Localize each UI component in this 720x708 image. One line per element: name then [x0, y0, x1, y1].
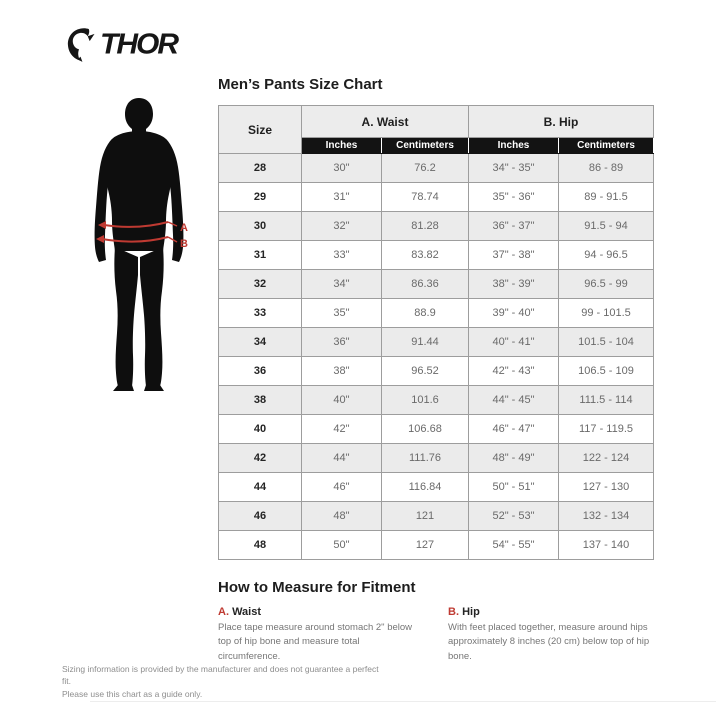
hip-centimeters-cell: 117 - 119.5 — [559, 415, 654, 444]
waist-inches-cell: 33" — [302, 241, 382, 270]
hip-inches-cell: 54" - 55" — [469, 531, 559, 560]
size-table-body — [219, 154, 654, 560]
size-table-row — [219, 444, 654, 473]
waist-inches-cell: 38" — [302, 357, 382, 386]
size-cell: 42 — [219, 444, 302, 473]
waist-inches-cell: 40" — [302, 386, 382, 415]
hip-label-b: B — [180, 238, 188, 250]
waist-inches-cell: 44" — [302, 444, 382, 473]
hip-inches-header: Inches — [469, 138, 559, 154]
waist-centimeters-cell: 81.28 — [382, 212, 469, 241]
waist-inches-cell: 35" — [302, 299, 382, 328]
sizing-disclaimer — [62, 663, 382, 700]
hip-item-name: Hip — [462, 606, 480, 618]
hip-inches-cell: 36" - 37" — [469, 212, 559, 241]
bottom-divider — [90, 701, 716, 702]
how-to-waist-item — [218, 606, 424, 664]
size-table-row — [219, 357, 654, 386]
hip-inches-cell: 50" - 51" — [469, 473, 559, 502]
size-table-row — [219, 212, 654, 241]
waist-centimeters-cell: 91.44 — [382, 328, 469, 357]
hip-centimeters-cell: 89 - 91.5 — [559, 183, 654, 212]
disclaimer-line-2: Please use this chart as a guide only. — [62, 688, 203, 699]
size-cell: 48 — [219, 531, 302, 560]
size-cell: 38 — [219, 386, 302, 415]
waist-centimeters-cell: 127 — [382, 531, 469, 560]
thor-logo — [66, 27, 177, 63]
thor-helmet-icon — [66, 27, 95, 63]
size-table-row — [219, 299, 654, 328]
hip-centimeters-cell: 132 - 134 — [559, 502, 654, 531]
waist-inches-cell: 48" — [302, 502, 382, 531]
hip-inches-cell: 37" - 38" — [469, 241, 559, 270]
waist-item-key: A. — [218, 606, 229, 618]
size-cell: 36 — [219, 357, 302, 386]
waist-inches-cell: 30" — [302, 154, 382, 183]
how-to-measure-section — [218, 579, 654, 664]
size-cell: 30 — [219, 212, 302, 241]
size-table-row — [219, 154, 654, 183]
how-to-measure-heading: How to Measure for Fitment — [218, 579, 416, 596]
hip-inches-cell: 40" - 41" — [469, 328, 559, 357]
size-table — [218, 105, 654, 560]
waist-inches-cell: 42" — [302, 415, 382, 444]
hip-group-header: B. Hip — [469, 106, 654, 138]
silhouette-right-leg — [140, 247, 164, 386]
waist-centimeters-cell: 83.82 — [382, 241, 469, 270]
page-title: Men’s Pants Size Chart — [218, 76, 383, 93]
size-cell: 29 — [219, 183, 302, 212]
hip-inches-cell: 39" - 40" — [469, 299, 559, 328]
size-cell: 34 — [219, 328, 302, 357]
size-table-row — [219, 531, 654, 560]
waist-centimeters-cell: 76.2 — [382, 154, 469, 183]
waist-centimeters-cell: 106.68 — [382, 415, 469, 444]
waist-centimeters-cell: 86.36 — [382, 270, 469, 299]
hip-centimeters-cell: 127 - 130 — [559, 473, 654, 502]
hip-centimeters-cell: 137 - 140 — [559, 531, 654, 560]
waist-group-header: A. Waist — [302, 106, 469, 138]
waist-centimeters-cell: 121 — [382, 502, 469, 531]
size-chart-content — [218, 76, 654, 664]
hip-centimeters-cell: 101.5 - 104 — [559, 328, 654, 357]
size-column-header: Size — [219, 106, 302, 154]
size-cell: 46 — [219, 502, 302, 531]
size-table-row — [219, 502, 654, 531]
size-table-row — [219, 328, 654, 357]
hip-inches-cell: 46" - 47" — [469, 415, 559, 444]
waist-item-name: Waist — [232, 606, 261, 618]
size-cell: 44 — [219, 473, 302, 502]
waist-inches-cell: 31" — [302, 183, 382, 212]
waist-centimeters-cell: 88.9 — [382, 299, 469, 328]
hip-inches-cell: 52" - 53" — [469, 502, 559, 531]
waist-inches-cell: 50" — [302, 531, 382, 560]
silhouette-torso — [105, 131, 174, 251]
hip-centimeters-cell: 99 - 101.5 — [559, 299, 654, 328]
waist-inches-cell: 46" — [302, 473, 382, 502]
size-table-row — [219, 241, 654, 270]
waist-label-a: A — [180, 222, 188, 234]
thor-wordmark: THOR — [100, 28, 177, 61]
waist-item-text: Place tape measure around stomach 2" below top of hip bone and measure total circumference. — [218, 622, 413, 662]
waist-centimeters-cell: 101.6 — [382, 386, 469, 415]
hip-centimeters-header: Centimeters — [559, 138, 654, 154]
size-table-row — [219, 183, 654, 212]
silhouette-left-leg — [114, 247, 138, 386]
size-cell: 28 — [219, 154, 302, 183]
disclaimer-line-1: Sizing information is provided by the manufacturer and does not guarantee a perfect fit. — [62, 664, 379, 687]
waist-centimeters-cell: 111.76 — [382, 444, 469, 473]
waist-centimeters-header: Centimeters — [382, 138, 469, 154]
size-table-head — [219, 106, 654, 154]
size-table-row — [219, 270, 654, 299]
waist-item-title — [218, 606, 424, 618]
hip-item-key: B. — [448, 606, 459, 618]
silhouette-head — [125, 98, 153, 136]
hip-centimeters-cell: 106.5 - 109 — [559, 357, 654, 386]
how-to-columns — [218, 606, 654, 664]
hip-centimeters-cell: 91.5 - 94 — [559, 212, 654, 241]
size-table-row — [219, 415, 654, 444]
hip-centimeters-cell: 94 - 96.5 — [559, 241, 654, 270]
hip-centimeters-cell: 86 - 89 — [559, 154, 654, 183]
hip-inches-cell: 44" - 45" — [469, 386, 559, 415]
waist-inches-cell: 36" — [302, 328, 382, 357]
male-silhouette-figure — [60, 95, 220, 395]
hip-centimeters-cell: 96.5 - 99 — [559, 270, 654, 299]
hip-item-title — [448, 606, 652, 618]
waist-inches-header: Inches — [302, 138, 382, 154]
size-table-row — [219, 473, 654, 502]
waist-centimeters-cell: 116.84 — [382, 473, 469, 502]
waist-inches-cell: 34" — [302, 270, 382, 299]
size-cell: 31 — [219, 241, 302, 270]
hip-inches-cell: 42" - 43" — [469, 357, 559, 386]
waist-centimeters-cell: 96.52 — [382, 357, 469, 386]
how-to-hip-item — [448, 606, 652, 664]
hip-inches-cell: 48" - 49" — [469, 444, 559, 473]
hip-inches-cell: 38" - 39" — [469, 270, 559, 299]
hip-centimeters-cell: 111.5 - 114 — [559, 386, 654, 415]
silhouette-right-foot — [144, 385, 164, 391]
hip-inches-cell: 35" - 36" — [469, 183, 559, 212]
waist-inches-cell: 32" — [302, 212, 382, 241]
size-table-row — [219, 386, 654, 415]
size-cell: 32 — [219, 270, 302, 299]
size-cell: 33 — [219, 299, 302, 328]
hip-centimeters-cell: 122 - 124 — [559, 444, 654, 473]
waist-centimeters-cell: 78.74 — [382, 183, 469, 212]
hip-item-text: With feet placed together, measure around hips approximately 8 inches (20 cm) below top of hip bone. — [448, 622, 650, 662]
hip-inches-cell: 34" - 35" — [469, 154, 559, 183]
size-cell: 40 — [219, 415, 302, 444]
silhouette-left-foot — [113, 385, 134, 391]
silhouette-left-arm — [95, 139, 113, 262]
